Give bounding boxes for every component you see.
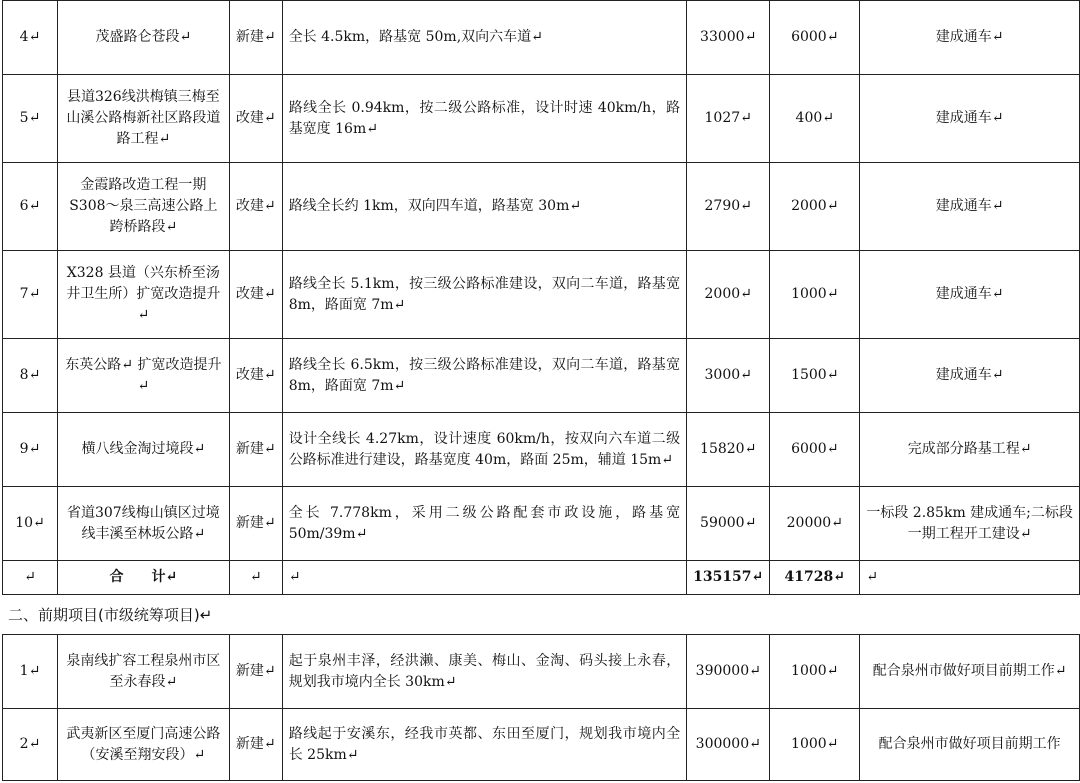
- project-description: 路线全长 5.1km，按三级公路标准建设，双向二车道，路基宽 8m，路面宽 7m↵: [282, 251, 686, 339]
- total-number: ↵: [3, 561, 58, 595]
- project-description: 路线全长 0.94km，按二级公路标准，设计时速 40km/h，路基宽度 16m↵: [282, 75, 686, 163]
- row-number: 1↵: [3, 635, 58, 709]
- construction-type: 新建↵: [229, 635, 282, 709]
- construction-type: 新建↵: [229, 413, 282, 487]
- row-number: 9↵: [3, 413, 58, 487]
- row-number: 10↵: [3, 487, 58, 561]
- section-heading: 二、前期项目(市级统筹项目)↵: [8, 606, 213, 624]
- construction-type: 新建↵: [229, 487, 282, 561]
- total-investment: 59000↵: [687, 487, 770, 561]
- table-row: [3, 163, 1080, 251]
- project-name: X328 县道（兴东桥至汤井卫生所）扩宽改造提升↵: [57, 251, 229, 339]
- construction-type: 改建↵: [229, 75, 282, 163]
- total-investment-sum: 135157↵: [687, 561, 770, 595]
- project-name: 泉南线扩容工程泉州市区至永春段↵: [57, 635, 229, 709]
- table-row: [3, 1, 1080, 75]
- annual-plan-sum: 41728↵: [770, 561, 860, 595]
- project-description: 设计全线长 4.27km，设计速度 60km/h，按双向六车道二级公路标准进行建设，路基宽度 40m，路面 25m，辅道 15m↵: [282, 413, 686, 487]
- annual-plan: 1000↵: [770, 251, 860, 339]
- row-number: 7↵: [3, 251, 58, 339]
- project-name: 金霞路改造工程一期S308～泉三高速公路上跨桥路段↵: [57, 163, 229, 251]
- annual-plan: 1000↵: [770, 635, 860, 709]
- annual-plan: 400↵: [770, 75, 860, 163]
- project-name: 横八线金淘过境段↵: [57, 413, 229, 487]
- total-progress: ↵: [860, 561, 1080, 595]
- annual-plan: 20000↵: [770, 487, 860, 561]
- project-name: 东英公路↵ 扩宽改造提升↵: [57, 339, 229, 413]
- total-type: ↵: [229, 561, 282, 595]
- prelim-table-body: [3, 635, 1080, 781]
- total-investment: 300000↵: [687, 709, 770, 781]
- row-number: 2↵: [3, 709, 58, 781]
- total-description: ↵: [282, 561, 686, 595]
- project-name: 茂盛路仑苍段↵: [57, 1, 229, 75]
- annual-plan: 1500↵: [770, 339, 860, 413]
- annual-plan: 2000↵: [770, 163, 860, 251]
- total-row: [3, 561, 1080, 595]
- construction-type: 改建↵: [229, 339, 282, 413]
- project-name: 武夷新区至厦门高速公路（安溪至翔安段）↵: [57, 709, 229, 781]
- progress-status: 建成通车↵: [860, 75, 1080, 163]
- progress-status: 完成部分路基工程↵: [860, 413, 1080, 487]
- table-row: [3, 339, 1080, 413]
- construction-type: 改建↵: [229, 163, 282, 251]
- total-investment: 2000↵: [687, 251, 770, 339]
- row-number: 4↵: [3, 1, 58, 75]
- project-description: 全长 7.778km，采用二级公路配套市政设施，路基宽 50m/39m↵: [282, 487, 686, 561]
- annual-plan: 1000↵: [770, 709, 860, 781]
- project-name: 省道307线梅山镇区过境线丰溪至林坂公路↵: [57, 487, 229, 561]
- table-row: [3, 487, 1080, 561]
- project-name: 县道326线洪梅镇三梅至山溪公路梅新社区路段道路工程↵: [57, 75, 229, 163]
- total-investment: 15820↵: [687, 413, 770, 487]
- table-row: [3, 709, 1080, 781]
- construction-type: 新建↵: [229, 709, 282, 781]
- row-number: 8↵: [3, 339, 58, 413]
- progress-status: 建成通车↵: [860, 1, 1080, 75]
- project-description: 全长 4.5km，路基宽 50m,双向六车道↵: [282, 1, 686, 75]
- row-number: 5↵: [3, 75, 58, 163]
- table-row: [3, 635, 1080, 709]
- progress-status: 建成通车↵: [860, 163, 1080, 251]
- progress-status: 一标段 2.85km 建成通车;二标段一期工程开工建设↵: [860, 487, 1080, 561]
- progress-status: 配合泉州市做好项目前期工作↵: [860, 635, 1080, 709]
- table-row: [3, 413, 1080, 487]
- total-investment: 2790↵: [687, 163, 770, 251]
- annual-plan: 6000↵: [770, 1, 860, 75]
- progress-status: 建成通车↵: [860, 251, 1080, 339]
- project-description: 路线全长约 1km，双向四车道，路基宽 30m↵: [282, 163, 686, 251]
- construction-type: 改建↵: [229, 251, 282, 339]
- total-investment: 3000↵: [687, 339, 770, 413]
- total-label: 合 计↵: [57, 561, 229, 595]
- project-table-prelim: [2, 634, 1080, 781]
- total-investment: 1027↵: [687, 75, 770, 163]
- project-description: 路线全长 6.5km，按三级公路标准建设，双向二车道，路基宽 8m，路面宽 7m↵: [282, 339, 686, 413]
- project-description: 起于泉州丰泽，经洪濑、康美、梅山、金淘、码头接上永春，规划我市境内全长 30km↵: [282, 635, 687, 709]
- total-investment: 33000↵: [687, 1, 770, 75]
- project-table-body: [3, 1, 1080, 595]
- total-investment: 390000↵: [687, 635, 770, 709]
- progress-status: 建成通车↵: [860, 339, 1080, 413]
- annual-plan: 6000↵: [770, 413, 860, 487]
- table-row: [3, 251, 1080, 339]
- project-table-main: [2, 0, 1080, 595]
- row-number: 6↵: [3, 163, 58, 251]
- construction-type: 新建↵: [229, 1, 282, 75]
- project-description: 路线起于安溪东，经我市英都、东田至厦门，规划我市境内全长 25km↵: [282, 709, 687, 781]
- progress-status: 配合泉州市做好项目前期工作: [860, 709, 1080, 781]
- table-row: [3, 75, 1080, 163]
